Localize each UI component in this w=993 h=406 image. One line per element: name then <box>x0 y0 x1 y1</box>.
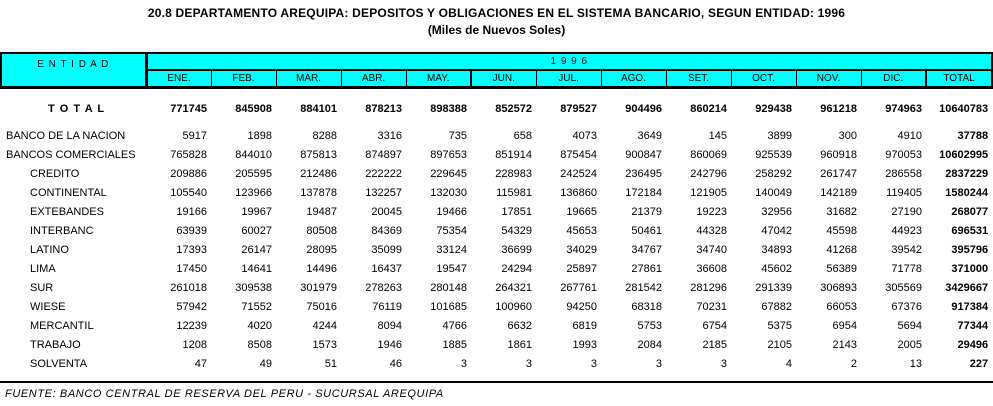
month-value: 3 <box>590 358 597 370</box>
month-value: 119405 <box>886 187 922 199</box>
month-value: 84369 <box>371 225 402 237</box>
month-value: 19547 <box>436 263 467 275</box>
month-value: 6819 <box>572 320 597 332</box>
month-value: 2185 <box>702 339 727 351</box>
table-header <box>1 53 992 87</box>
month-value: 19166 <box>176 206 207 218</box>
month-value: 267761 <box>560 282 597 294</box>
column-header-jul: JUL. <box>536 70 601 87</box>
month-value: 44923 <box>891 225 922 237</box>
column-header-abr: ABR. <box>341 70 406 87</box>
month-value: 735 <box>448 130 467 142</box>
month-value: 3 <box>460 358 467 370</box>
month-value: 875454 <box>560 149 597 161</box>
month-value: 3 <box>525 358 532 370</box>
month-value: 19487 <box>306 206 337 218</box>
month-value: 4073 <box>572 130 597 142</box>
month-value: 132030 <box>430 187 467 199</box>
month-value: 5694 <box>897 320 922 332</box>
month-value: 2084 <box>637 339 662 351</box>
month-value: 63939 <box>176 225 207 237</box>
entity-label: MERCANTIL <box>30 320 94 332</box>
month-value: 261747 <box>820 168 857 180</box>
month-value: 34893 <box>761 244 792 256</box>
month-value: 35099 <box>371 244 402 256</box>
month-value: 60027 <box>241 225 272 237</box>
month-value: 121905 <box>690 187 727 199</box>
row-total-value: 29496 <box>957 339 989 351</box>
month-value: 860069 <box>690 149 727 161</box>
column-header-nov: NOV. <box>796 70 861 87</box>
row-total-value: 371000 <box>951 263 989 275</box>
month-value: 101685 <box>430 301 467 313</box>
month-value: 264321 <box>495 282 532 294</box>
month-value: 36608 <box>696 263 727 275</box>
month-value: 51 <box>324 358 337 370</box>
deposits-table <box>0 52 993 374</box>
month-value: 300 <box>838 130 857 142</box>
row-total-value: 10640783 <box>939 102 989 115</box>
column-header-feb: FEB. <box>211 70 276 87</box>
table-row <box>1 127 992 146</box>
month-value: 5753 <box>637 320 662 332</box>
month-value: 875813 <box>300 149 337 161</box>
month-value: 765828 <box>170 149 207 161</box>
month-value: 27861 <box>631 263 662 275</box>
month-value: 80508 <box>306 225 337 237</box>
month-value: 229645 <box>430 168 467 180</box>
month-value: 1573 <box>312 339 337 351</box>
month-value: 851914 <box>495 149 532 161</box>
month-value: 286558 <box>885 168 922 180</box>
month-value: 145 <box>708 130 727 142</box>
row-total-value: 917384 <box>951 301 989 313</box>
month-value: 28095 <box>306 244 337 256</box>
month-value: 228983 <box>495 168 532 180</box>
row-total-value: 10602995 <box>939 149 989 161</box>
month-value: 24294 <box>501 263 532 275</box>
month-value: 844010 <box>235 149 272 161</box>
month-value: 3 <box>655 358 662 370</box>
month-value: 878213 <box>365 102 402 115</box>
month-value: 242796 <box>690 168 727 180</box>
row-total-value: 77344 <box>957 320 989 332</box>
month-value: 56389 <box>826 263 857 275</box>
column-header-oct: OCT. <box>731 70 796 87</box>
footer-rule <box>0 381 993 383</box>
table-row <box>1 317 992 336</box>
month-value: 2005 <box>897 339 922 351</box>
month-value: 41268 <box>826 244 857 256</box>
month-value: 19967 <box>241 206 272 218</box>
month-value: 68318 <box>631 301 662 313</box>
month-value: 123966 <box>235 187 272 199</box>
month-value: 75354 <box>436 225 467 237</box>
month-value: 2143 <box>832 339 857 351</box>
column-header-mar: MAR. <box>276 70 341 87</box>
month-value: 205595 <box>235 168 272 180</box>
month-value: 925539 <box>755 149 792 161</box>
month-value: 3316 <box>377 130 402 142</box>
month-value: 2 <box>850 358 857 370</box>
month-value: 19223 <box>696 206 727 218</box>
month-value: 46 <box>389 358 402 370</box>
column-header-set: SET. <box>666 70 731 87</box>
row-total-value: 696531 <box>951 225 989 237</box>
entity-label: CREDITO <box>30 168 80 180</box>
month-value: 904496 <box>625 102 662 115</box>
month-value: 1993 <box>572 339 597 351</box>
month-value: 879527 <box>560 102 597 115</box>
column-header-total: TOTAL <box>926 70 992 87</box>
month-value: 898388 <box>430 102 467 115</box>
month-value: 13 <box>909 358 922 370</box>
month-value: 50461 <box>631 225 662 237</box>
month-value: 209886 <box>170 168 207 180</box>
month-value: 281296 <box>690 282 727 294</box>
entity-label: WIESE <box>30 301 66 313</box>
month-value: 897653 <box>430 149 467 161</box>
month-value: 34029 <box>566 244 597 256</box>
month-value: 14641 <box>241 263 272 275</box>
entity-label: SUR <box>30 282 54 294</box>
month-value: 2105 <box>767 339 792 351</box>
month-value: 236495 <box>625 168 662 180</box>
month-value: 26147 <box>241 244 272 256</box>
month-value: 32956 <box>761 206 792 218</box>
month-value: 261018 <box>170 282 207 294</box>
month-value: 309538 <box>235 282 272 294</box>
table-row <box>1 203 992 222</box>
month-value: 14496 <box>306 263 337 275</box>
month-value: 70231 <box>696 301 727 313</box>
entity-label: INTERBANC <box>30 225 94 237</box>
month-value: 1898 <box>247 130 272 142</box>
month-value: 280148 <box>430 282 467 294</box>
entity-label: TRABAJO <box>30 339 81 351</box>
month-value: 71552 <box>241 301 272 313</box>
month-value: 961218 <box>820 102 857 115</box>
month-value: 222222 <box>365 168 402 180</box>
month-value: 76119 <box>372 301 402 313</box>
year-header: 1 9 9 6 <box>146 53 992 70</box>
month-value: 6954 <box>832 320 857 332</box>
month-value: 242524 <box>560 168 597 180</box>
month-value: 884101 <box>300 102 337 115</box>
table-row <box>1 222 992 241</box>
month-value: 66053 <box>826 301 857 313</box>
month-value: 845908 <box>235 102 272 115</box>
month-value: 960918 <box>820 149 857 161</box>
entity-label: LIMA <box>30 263 56 275</box>
table-row <box>1 146 992 165</box>
source-note: FUENTE: BANCO CENTRAL DE RESERVA DEL PERU - SUCURSAL AREQUIPA <box>5 387 444 400</box>
entity-label: T O T A L <box>48 102 106 115</box>
month-value: 212486 <box>300 168 337 180</box>
month-value: 4910 <box>897 130 922 142</box>
month-value: 278263 <box>365 282 402 294</box>
month-value: 47 <box>194 358 207 370</box>
month-value: 172184 <box>625 187 662 199</box>
page-title: 20.8 DEPARTAMENTO AREQUIPA: DEPOSITOS Y OBLIGACIONES EN EL SISTEMA BANCARIO, SEGUN ENTIDAD: 1996 <box>147 6 846 20</box>
month-value: 1885 <box>442 339 467 351</box>
month-value: 49 <box>259 358 272 370</box>
row-total-value: 3429667 <box>945 282 989 294</box>
month-value: 19466 <box>436 206 467 218</box>
month-value: 3649 <box>637 130 662 142</box>
month-value: 21379 <box>631 206 662 218</box>
month-value: 17450 <box>176 263 207 275</box>
entity-label: CONTINENTAL <box>30 187 107 199</box>
table-row <box>1 165 992 184</box>
month-value: 970053 <box>885 149 922 161</box>
month-value: 132257 <box>365 187 402 199</box>
month-value: 47042 <box>761 225 792 237</box>
month-value: 45653 <box>566 225 597 237</box>
month-value: 67882 <box>761 301 792 313</box>
month-value: 94250 <box>566 301 597 313</box>
month-value: 115981 <box>496 187 532 199</box>
month-value: 20045 <box>371 206 402 218</box>
table-row <box>1 260 992 279</box>
table-row <box>1 241 992 260</box>
month-value: 929438 <box>755 102 792 115</box>
month-value: 305569 <box>885 282 922 294</box>
month-value: 3899 <box>767 130 792 142</box>
month-value: 34740 <box>696 244 727 256</box>
entity-column-header: E N T I D A D <box>1 53 146 87</box>
month-value: 306893 <box>820 282 857 294</box>
month-value: 33124 <box>436 244 467 256</box>
month-value: 19665 <box>566 206 597 218</box>
month-value: 852572 <box>495 102 532 115</box>
table-row <box>1 184 992 203</box>
month-value: 136860 <box>560 187 597 199</box>
month-value: 142189 <box>820 187 857 199</box>
column-header-may: MAY. <box>406 70 471 87</box>
month-value: 71778 <box>891 263 922 275</box>
month-value: 4244 <box>312 320 337 332</box>
month-value: 27190 <box>891 206 922 218</box>
month-value: 291339 <box>755 282 792 294</box>
month-value: 44328 <box>696 225 727 237</box>
month-value: 4 <box>785 358 792 370</box>
month-value: 45598 <box>826 225 857 237</box>
month-value: 258292 <box>755 168 792 180</box>
month-value: 1861 <box>507 339 532 351</box>
entity-label: LATINO <box>30 244 69 256</box>
month-value: 25897 <box>566 263 597 275</box>
month-value: 658 <box>513 130 532 142</box>
month-value: 67376 <box>891 301 922 313</box>
month-value: 140049 <box>755 187 792 199</box>
month-value: 1208 <box>182 339 207 351</box>
month-value: 1946 <box>377 339 402 351</box>
month-value: 874897 <box>365 149 402 161</box>
month-value: 8094 <box>377 320 402 332</box>
month-value: 105540 <box>170 187 207 199</box>
month-value: 75016 <box>306 301 337 313</box>
month-value: 17393 <box>176 244 207 256</box>
month-value: 6632 <box>507 320 532 332</box>
month-value: 8508 <box>247 339 272 351</box>
month-value: 17851 <box>501 206 532 218</box>
month-value: 39542 <box>891 244 922 256</box>
row-total-value: 2837229 <box>945 168 989 180</box>
month-value: 57942 <box>176 301 207 313</box>
month-header-row <box>1 70 992 87</box>
month-value: 137878 <box>300 187 337 199</box>
month-value: 5917 <box>182 130 207 142</box>
entity-label: BANCO DE LA NACION <box>6 130 126 142</box>
month-value: 36699 <box>501 244 532 256</box>
column-header-ago: AGO. <box>601 70 666 87</box>
row-total-value: 37788 <box>957 130 989 142</box>
month-value: 34767 <box>631 244 662 256</box>
month-value: 4766 <box>442 320 467 332</box>
row-total-value: 227 <box>969 358 989 370</box>
month-value: 12239 <box>176 320 207 332</box>
row-total-value: 395796 <box>951 244 989 256</box>
table-row <box>1 355 992 374</box>
month-value: 771745 <box>170 102 207 115</box>
month-value: 6754 <box>702 320 727 332</box>
entity-label: SOLVENTA <box>30 358 88 370</box>
month-value: 860214 <box>690 102 727 115</box>
table-body <box>1 87 992 374</box>
month-value: 100960 <box>495 301 532 313</box>
month-value: 16437 <box>371 263 402 275</box>
row-total-value: 268077 <box>951 206 989 218</box>
row-total-value: 1580244 <box>945 187 989 199</box>
entity-label: BANCOS COMERCIALES <box>6 149 136 161</box>
page-subtitle: (Miles de Nuevos Soles) <box>427 23 566 37</box>
column-header-ene: ENE. <box>146 70 211 87</box>
month-value: 5375 <box>767 320 792 332</box>
month-value: 31682 <box>826 206 857 218</box>
table-row <box>1 279 992 298</box>
month-value: 281542 <box>625 282 662 294</box>
month-value: 45602 <box>761 263 792 275</box>
month-value: 3 <box>720 358 727 370</box>
column-header-jun: JUN. <box>471 70 536 87</box>
month-value: 54329 <box>501 225 532 237</box>
table-row <box>1 87 992 127</box>
entity-label: EXTEBANDES <box>30 206 104 218</box>
table-row <box>1 298 992 317</box>
table-row <box>1 336 992 355</box>
month-value: 900847 <box>625 149 662 161</box>
column-header-dic: DIC. <box>861 70 926 87</box>
month-value: 974963 <box>885 102 922 115</box>
month-value: 4020 <box>247 320 272 332</box>
month-value: 301979 <box>300 282 337 294</box>
month-value: 8288 <box>312 130 337 142</box>
